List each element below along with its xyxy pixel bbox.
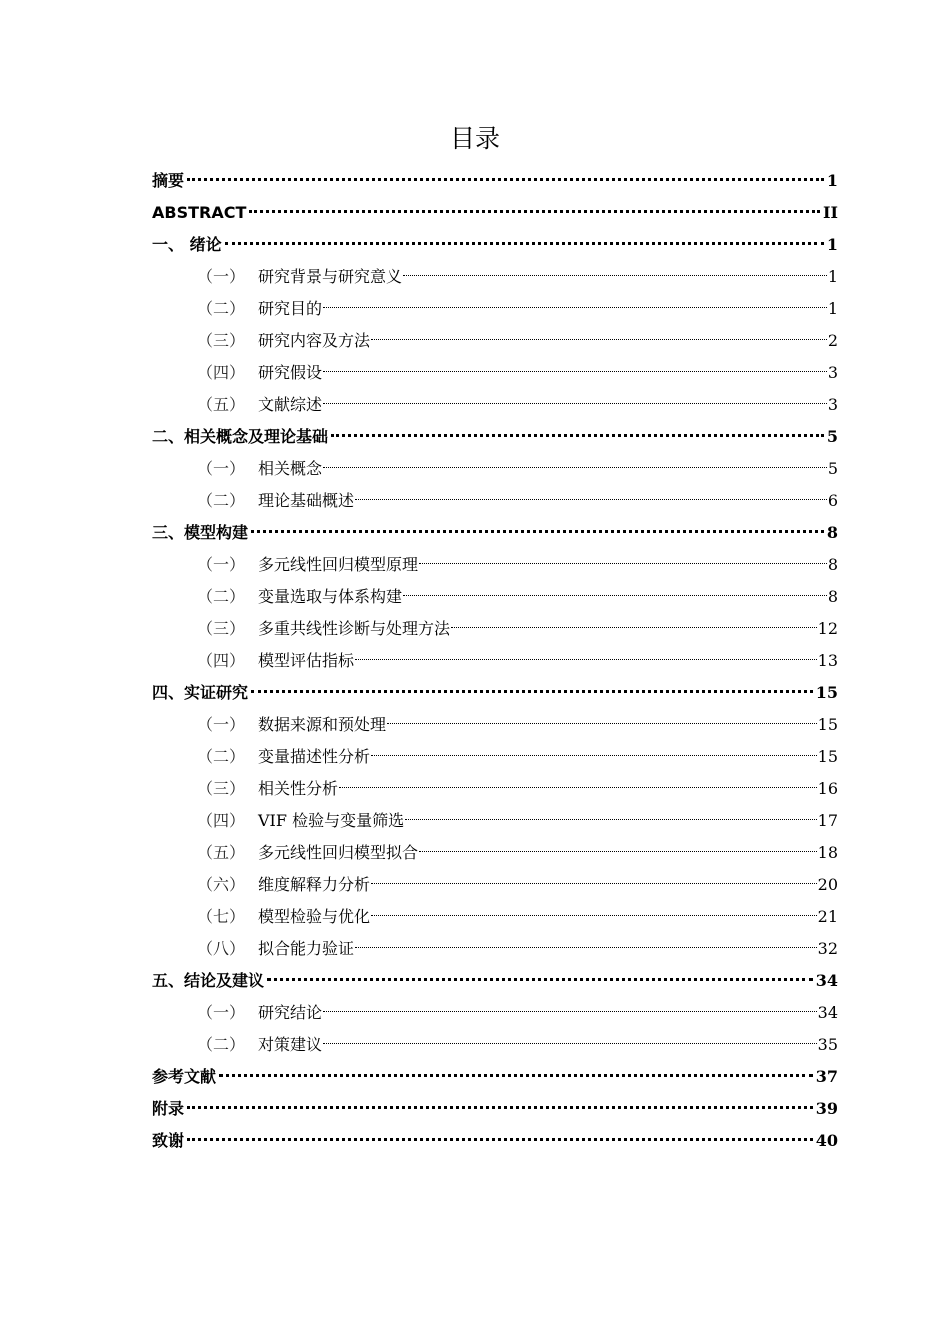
toc-entry-title (197, 709, 386, 741)
toc-section-title: 相关概念 (258, 459, 323, 478)
toc-page-number: 34 (815, 971, 838, 990)
dot-leader (403, 275, 827, 276)
toc-chapter-entry[interactable] (152, 165, 838, 197)
toc-section-number: （一） (197, 267, 246, 286)
toc-section-entry[interactable] (152, 613, 838, 645)
dot-leader (355, 499, 827, 500)
toc-entry-title (197, 869, 370, 901)
toc-page-number: 5 (826, 427, 838, 446)
toc-section-entry[interactable] (152, 997, 838, 1029)
toc-section-title: 研究背景与研究意义 (258, 267, 403, 286)
toc-page-number: 17 (817, 811, 838, 830)
toc-section-number: （三） (197, 619, 246, 638)
toc-section-number: （一） (197, 715, 246, 734)
dot-leader (323, 1043, 817, 1044)
toc-page-number: 5 (827, 459, 838, 478)
dot-leader (187, 1106, 813, 1109)
toc-page-number: 32 (817, 939, 838, 958)
toc-page-number: 8 (826, 523, 838, 542)
dot-leader (371, 339, 827, 340)
toc-page-number: 6 (827, 491, 838, 510)
toc-chapter-entry[interactable] (152, 965, 838, 997)
toc-section-entry[interactable] (152, 709, 838, 741)
toc-page-number: 16 (817, 779, 838, 798)
toc-entry-title (197, 997, 322, 1029)
dot-leader (403, 595, 827, 596)
toc-section-entry[interactable] (152, 741, 838, 773)
toc-entry-title: 一、 绪论 (152, 235, 222, 254)
toc-section-entry[interactable] (152, 837, 838, 869)
toc-page-number: 21 (817, 907, 838, 926)
toc-page-number: 15 (817, 747, 838, 766)
dot-leader (387, 723, 817, 724)
toc-section-number: （五） (197, 395, 246, 414)
dot-leader (405, 819, 817, 820)
toc-section-number: （四） (197, 651, 246, 670)
toc-section-entry[interactable] (152, 645, 838, 677)
toc-section-title: 数据来源和预处理 (258, 715, 387, 734)
toc-entry-title (197, 837, 418, 869)
toc-section-number: （七） (197, 907, 246, 926)
toc-section-title: 研究目的 (258, 299, 323, 318)
toc-page-number: 40 (815, 1131, 838, 1150)
toc-page-number: 3 (827, 363, 838, 382)
page-title: 目录 (449, 124, 500, 153)
dot-leader (251, 530, 824, 533)
toc-section-entry[interactable] (152, 581, 838, 613)
toc-entry-title (197, 773, 338, 805)
toc-entry-title: 四、实证研究 (152, 683, 249, 702)
dot-leader (187, 178, 824, 181)
toc-entry-title (197, 901, 370, 933)
toc-section-title: 多元线性回归模型原理 (258, 555, 419, 574)
dot-leader (323, 403, 827, 404)
toc-chapter-entry[interactable] (152, 197, 838, 229)
toc-chapter-entry[interactable] (152, 677, 838, 709)
dot-leader (339, 787, 817, 788)
dot-leader (451, 627, 817, 628)
dot-leader (249, 210, 820, 213)
toc-section-title: 多元线性回归模型拟合 (258, 843, 419, 862)
dot-leader (371, 915, 817, 916)
toc-entry-title (197, 325, 370, 357)
toc-entry-title (197, 293, 322, 325)
toc-entry-title: 五、结论及建议 (152, 971, 265, 990)
toc-section-number: （六） (197, 875, 246, 894)
toc-section-title: 研究结论 (258, 1003, 323, 1022)
toc-section-number: （三） (197, 779, 246, 798)
toc-section-number: （一） (197, 555, 246, 574)
toc-entry-title: 致谢 (152, 1131, 185, 1150)
toc-entry-title: 摘要 (152, 171, 185, 190)
table-of-contents (152, 165, 838, 1157)
toc-section-title: 拟合能力验证 (258, 939, 355, 958)
toc-section-title: 多重共线性诊断与处理方法 (258, 619, 451, 638)
toc-section-entry[interactable] (152, 1029, 838, 1061)
toc-chapter-entry[interactable] (152, 421, 838, 453)
toc-section-entry[interactable] (152, 805, 838, 837)
dot-leader (323, 1011, 817, 1012)
toc-page-number: 12 (817, 619, 838, 638)
toc-chapter-entry[interactable] (152, 1125, 838, 1157)
dot-leader (323, 467, 827, 468)
toc-section-entry[interactable] (152, 773, 838, 805)
toc-section-entry[interactable] (152, 325, 838, 357)
toc-entry-title (197, 261, 402, 293)
toc-page-number: 1 (826, 235, 838, 254)
toc-section-number: （二） (197, 299, 246, 318)
dot-leader (225, 242, 824, 245)
toc-section-title: 文献综述 (258, 395, 323, 414)
dot-leader (187, 1138, 813, 1141)
toc-chapter-entry[interactable] (152, 229, 838, 261)
toc-entry-title (197, 549, 418, 581)
toc-page-number: 35 (817, 1035, 838, 1054)
toc-page-number: 15 (815, 683, 838, 702)
toc-section-title: VIF 检验与变量筛选 (258, 811, 405, 830)
toc-page-number: II (823, 203, 838, 222)
toc-entry-title (197, 741, 370, 773)
toc-section-entry[interactable] (152, 357, 838, 389)
toc-entry-title (197, 613, 450, 645)
toc-page-number: 1 (826, 171, 838, 190)
dot-leader (331, 434, 824, 437)
toc-section-number: （四） (197, 811, 246, 830)
dot-leader (355, 947, 817, 948)
toc-entry-title (197, 581, 402, 613)
toc-section-entry[interactable] (152, 933, 838, 965)
toc-entry-title (197, 933, 354, 965)
toc-section-number: （二） (197, 491, 246, 510)
toc-page-number: 3 (827, 395, 838, 414)
toc-entry-title (197, 357, 322, 389)
toc-section-title: 理论基础概述 (258, 491, 355, 510)
toc-entry-title: 二、相关概念及理论基础 (152, 427, 329, 446)
toc-section-entry[interactable] (152, 389, 838, 421)
toc-page-number: 1 (827, 267, 838, 286)
toc-section-number: （三） (197, 331, 246, 350)
toc-section-number: （一） (197, 1003, 246, 1022)
toc-section-title: 模型评估指标 (258, 651, 355, 670)
toc-section-title: 相关性分析 (258, 779, 339, 798)
toc-entry-title (197, 453, 322, 485)
toc-section-title: 研究假设 (258, 363, 323, 382)
toc-section-number: （八） (197, 939, 246, 958)
toc-section-title: 对策建议 (258, 1035, 323, 1054)
dot-leader (251, 690, 813, 693)
toc-section-number: （五） (197, 843, 246, 862)
toc-entry-title (197, 389, 322, 421)
toc-section-entry[interactable] (152, 453, 838, 485)
dot-leader (219, 1074, 813, 1077)
toc-page-number: 37 (815, 1067, 838, 1086)
toc-page-number: 18 (817, 843, 838, 862)
toc-section-title: 变量选取与体系构建 (258, 587, 403, 606)
toc-section-number: （四） (197, 363, 246, 382)
toc-page-number: 8 (827, 555, 838, 574)
toc-section-entry[interactable] (152, 485, 838, 517)
toc-section-title: 研究内容及方法 (258, 331, 371, 350)
toc-entry-title (197, 485, 354, 517)
toc-chapter-entry[interactable] (152, 1061, 838, 1093)
dot-leader (355, 659, 817, 660)
toc-entry-title: ABSTRACT (152, 203, 247, 222)
toc-section-title: 维度解释力分析 (258, 875, 371, 894)
toc-entry-title (197, 645, 354, 677)
toc-chapter-entry[interactable] (152, 517, 838, 549)
toc-section-entry[interactable] (152, 901, 838, 933)
toc-page-number: 1 (827, 299, 838, 318)
toc-page-number: 8 (827, 587, 838, 606)
toc-section-number: （二） (197, 587, 246, 606)
dot-leader (371, 883, 817, 884)
toc-entry-title: 三、模型构建 (152, 523, 249, 542)
toc-chapter-entry[interactable] (152, 1093, 838, 1125)
toc-section-entry[interactable] (152, 549, 838, 581)
dot-leader (419, 563, 827, 564)
toc-entry-title: 参考文献 (152, 1067, 217, 1086)
dot-leader (267, 978, 813, 981)
toc-entry-title (197, 805, 404, 837)
toc-section-number: （二） (197, 747, 246, 766)
toc-section-title: 模型检验与优化 (258, 907, 371, 926)
toc-entry-title: 附录 (152, 1099, 185, 1118)
toc-section-number: （二） (197, 1035, 246, 1054)
dot-leader (323, 371, 827, 372)
toc-section-entry[interactable] (152, 261, 838, 293)
dot-leader (323, 307, 827, 308)
toc-page-number: 2 (827, 331, 838, 350)
toc-section-number: （一） (197, 459, 246, 478)
toc-page-number: 34 (817, 1003, 838, 1022)
toc-page-number: 20 (817, 875, 838, 894)
toc-section-entry[interactable] (152, 293, 838, 325)
toc-section-entry[interactable] (152, 869, 838, 901)
dot-leader (419, 851, 817, 852)
toc-entry-title (197, 1029, 322, 1061)
toc-page-number: 13 (817, 651, 838, 670)
toc-section-title: 变量描述性分析 (258, 747, 371, 766)
toc-page-number: 39 (815, 1099, 838, 1118)
dot-leader (371, 755, 817, 756)
toc-page-number: 15 (817, 715, 838, 734)
